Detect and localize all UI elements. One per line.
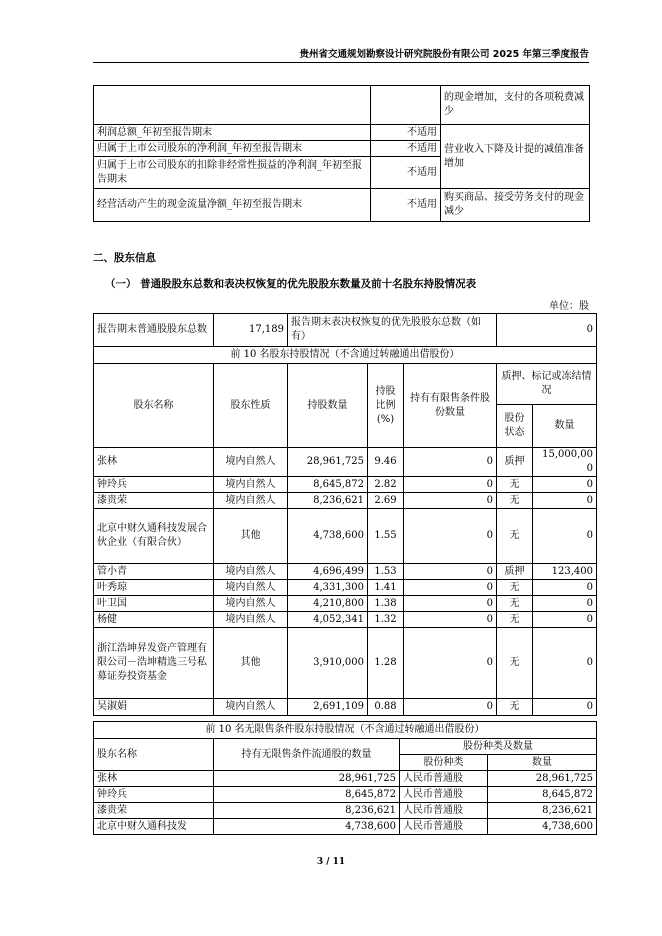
shareholder-shares: 28,961,725: [288, 448, 368, 477]
shareholder-status: 质押: [497, 448, 533, 477]
shareholder-name: 浙江浩坤昇发资产管理有限公司－浩坤精选三号私募证券投资基金: [94, 628, 214, 699]
shareholder-ratio: 1.41: [368, 580, 404, 596]
shareholder-pledge-qty: 0: [533, 628, 597, 699]
shareholder-nature: 境内自然人: [214, 699, 288, 716]
column-header: 股份种类及数量: [400, 739, 597, 755]
column-header: 数量: [533, 405, 597, 448]
summary-value: 17,189: [214, 314, 288, 347]
shareholder-nature: 其他: [214, 509, 288, 564]
indicator-item: 经营活动产生的现金流量净额_年初至报告期末: [94, 189, 371, 222]
shareholder-nature: 其他: [214, 628, 288, 699]
column-header: 股份种类: [400, 755, 488, 771]
column-header: 股份状态: [497, 405, 533, 448]
share-type: 人民币普通股: [400, 803, 488, 819]
unrestricted-amount: 8,236,621: [214, 803, 400, 819]
indicator-value: 不适用: [371, 141, 441, 157]
shareholder-ratio: 1.32: [368, 612, 404, 628]
shareholder-name: 漆贵荣: [94, 493, 214, 509]
shareholder-restricted: 0: [404, 448, 497, 477]
indicator-item: 归属于上市公司股东的净利润_年初至报告期末: [94, 141, 371, 157]
indicators-blank-cell: [94, 86, 371, 125]
shareholder-pledge-qty: 0: [533, 477, 597, 493]
section-title: 二、股东信息: [93, 252, 156, 264]
shareholder-ratio: 0.88: [368, 699, 404, 716]
header-rule: [93, 62, 589, 63]
shareholder-shares: 8,645,872: [288, 477, 368, 493]
indicators-blank-cell: [371, 86, 441, 125]
share-type: 人民币普通股: [400, 819, 488, 835]
indicator-value: 不适用: [371, 157, 441, 189]
shareholder-shares: 4,052,341: [288, 612, 368, 628]
shareholder-nature: 境内自然人: [214, 493, 288, 509]
shareholder-ratio: 2.82: [368, 477, 404, 493]
table-section-title: 前 10 名无限售条件股东持股情况（不含通过转融通出借股份）: [94, 722, 597, 739]
shareholders-table: [93, 313, 597, 716]
indicator-item: 归属于上市公司股东的扣除非经常性损益的净利润_年初至报告期末: [94, 157, 371, 189]
share-type: 人民币普通股: [400, 771, 488, 787]
column-header: 股东名称: [94, 739, 214, 771]
shareholder-status: 无: [497, 612, 533, 628]
column-header: 质押、标记或冻结情况: [497, 364, 597, 405]
shareholder-name: 叶卫国: [94, 596, 214, 612]
unit-label: 单位：股: [549, 301, 589, 312]
indicator-reason-note: 的现金增加，支付的各项税费减少: [441, 86, 590, 125]
indicator-reason: 营业收入下降及计提的减值准备增加: [441, 125, 590, 189]
share-type: 人民币普通股: [400, 787, 488, 803]
indicator-value: 不适用: [371, 125, 441, 141]
shareholder-name: 张林: [94, 771, 214, 787]
shareholder-pledge-qty: 0: [533, 580, 597, 596]
shareholder-name: 北京中财久通科技发: [94, 819, 214, 835]
shareholder-shares: 2,691,109: [288, 699, 368, 716]
shareholder-pledge-qty: 0: [533, 699, 597, 716]
shareholder-restricted: 0: [404, 596, 497, 612]
shareholder-nature: 境内自然人: [214, 612, 288, 628]
table-section-title: 前 10 名股东持股情况（不含通过转融通出借股份）: [94, 347, 597, 364]
share-qty: 28,961,725: [488, 771, 597, 787]
summary-label: 报告期末普通股股东总数: [94, 314, 214, 347]
shareholder-restricted: 0: [404, 493, 497, 509]
shareholder-name: 漆贵荣: [94, 803, 214, 819]
shareholder-name: 张林: [94, 448, 214, 477]
shareholder-status: 无: [497, 596, 533, 612]
shareholder-name: 钟玲兵: [94, 477, 214, 493]
shareholder-restricted: 0: [404, 699, 497, 716]
unrestricted-amount: 28,961,725: [214, 771, 400, 787]
shareholder-nature: 境内自然人: [214, 580, 288, 596]
indicator-item: 利润总额_年初至报告期末: [94, 125, 371, 141]
shareholder-shares: 8,236,621: [288, 493, 368, 509]
shareholder-shares: 3,910,000: [288, 628, 368, 699]
shareholder-name: 叶秀琼: [94, 580, 214, 596]
shareholder-status: 无: [497, 628, 533, 699]
unrestricted-amount: 4,738,600: [214, 819, 400, 835]
shareholder-restricted: 0: [404, 580, 497, 596]
column-header: 持有有限售条件股份数量: [404, 364, 497, 448]
document-header: 贵州省交通规划勘察设计研究院股份有限公司 2025 年第三季度报告: [299, 49, 589, 60]
unrestricted-amount: 8,645,872: [214, 787, 400, 803]
unrestricted-shareholders-table: [93, 721, 597, 835]
shareholder-ratio: 1.53: [368, 564, 404, 580]
shareholder-name: 杨健: [94, 612, 214, 628]
column-header: 持股数量: [288, 364, 368, 448]
shareholder-ratio: 9.46: [368, 448, 404, 477]
share-qty: 8,645,872: [488, 787, 597, 803]
shareholder-shares: 4,210,800: [288, 596, 368, 612]
shareholder-shares: 4,696,499: [288, 564, 368, 580]
share-qty: 4,738,600: [488, 819, 597, 835]
shareholder-name: 吴淑娟: [94, 699, 214, 716]
indicator-reason: 购买商品、接受劳务支付的现金减少: [441, 189, 590, 222]
shareholder-pledge-qty: 123,400: [533, 564, 597, 580]
shareholder-shares: 4,738,600: [288, 509, 368, 564]
shareholder-pledge-qty: 0: [533, 596, 597, 612]
page-number: 3 / 11: [316, 857, 346, 867]
shareholder-restricted: 0: [404, 509, 497, 564]
shareholder-ratio: 1.55: [368, 509, 404, 564]
shareholder-ratio: 1.38: [368, 596, 404, 612]
shareholder-ratio: 1.28: [368, 628, 404, 699]
column-header: 持有无限售条件流通股的数量: [214, 739, 400, 771]
column-header: 持股比例(%): [368, 364, 404, 448]
column-header: 股东名称: [94, 364, 214, 448]
shareholder-status: 无: [497, 699, 533, 716]
shareholder-status: 无: [497, 477, 533, 493]
shareholder-nature: 境内自然人: [214, 448, 288, 477]
shareholder-pledge-qty: 15,000,000: [533, 448, 597, 477]
shareholder-name: 钟玲兵: [94, 787, 214, 803]
shareholder-restricted: 0: [404, 477, 497, 493]
shareholder-nature: 境内自然人: [214, 596, 288, 612]
shareholder-restricted: 0: [404, 612, 497, 628]
shareholder-pledge-qty: 0: [533, 493, 597, 509]
summary-label: 报告期末表决权恢复的优先股股东总数（如有）: [288, 314, 497, 347]
indicator-value: 不适用: [371, 189, 441, 222]
shareholder-name: 北京中财久通科技发展合伙企业（有限合伙）: [94, 509, 214, 564]
section-subtitle: （一） 普通股股东总数和表决权恢复的优先股股东数量及前十名股东持股情况表: [105, 278, 477, 290]
shareholder-status: 无: [497, 509, 533, 564]
shareholder-nature: 境内自然人: [214, 477, 288, 493]
column-header: 数量: [488, 755, 597, 771]
share-qty: 8,236,621: [488, 803, 597, 819]
column-header: 股东性质: [214, 364, 288, 448]
shareholder-ratio: 2.69: [368, 493, 404, 509]
shareholder-name: 管小青: [94, 564, 214, 580]
indicators-table: [93, 85, 590, 222]
shareholder-restricted: 0: [404, 564, 497, 580]
shareholder-restricted: 0: [404, 628, 497, 699]
shareholder-nature: 境内自然人: [214, 564, 288, 580]
shareholder-shares: 4,331,300: [288, 580, 368, 596]
summary-value: 0: [497, 314, 597, 347]
shareholder-pledge-qty: 0: [533, 509, 597, 564]
shareholder-pledge-qty: 0: [533, 612, 597, 628]
shareholder-status: 质押: [497, 564, 533, 580]
shareholder-status: 无: [497, 580, 533, 596]
shareholder-status: 无: [497, 493, 533, 509]
